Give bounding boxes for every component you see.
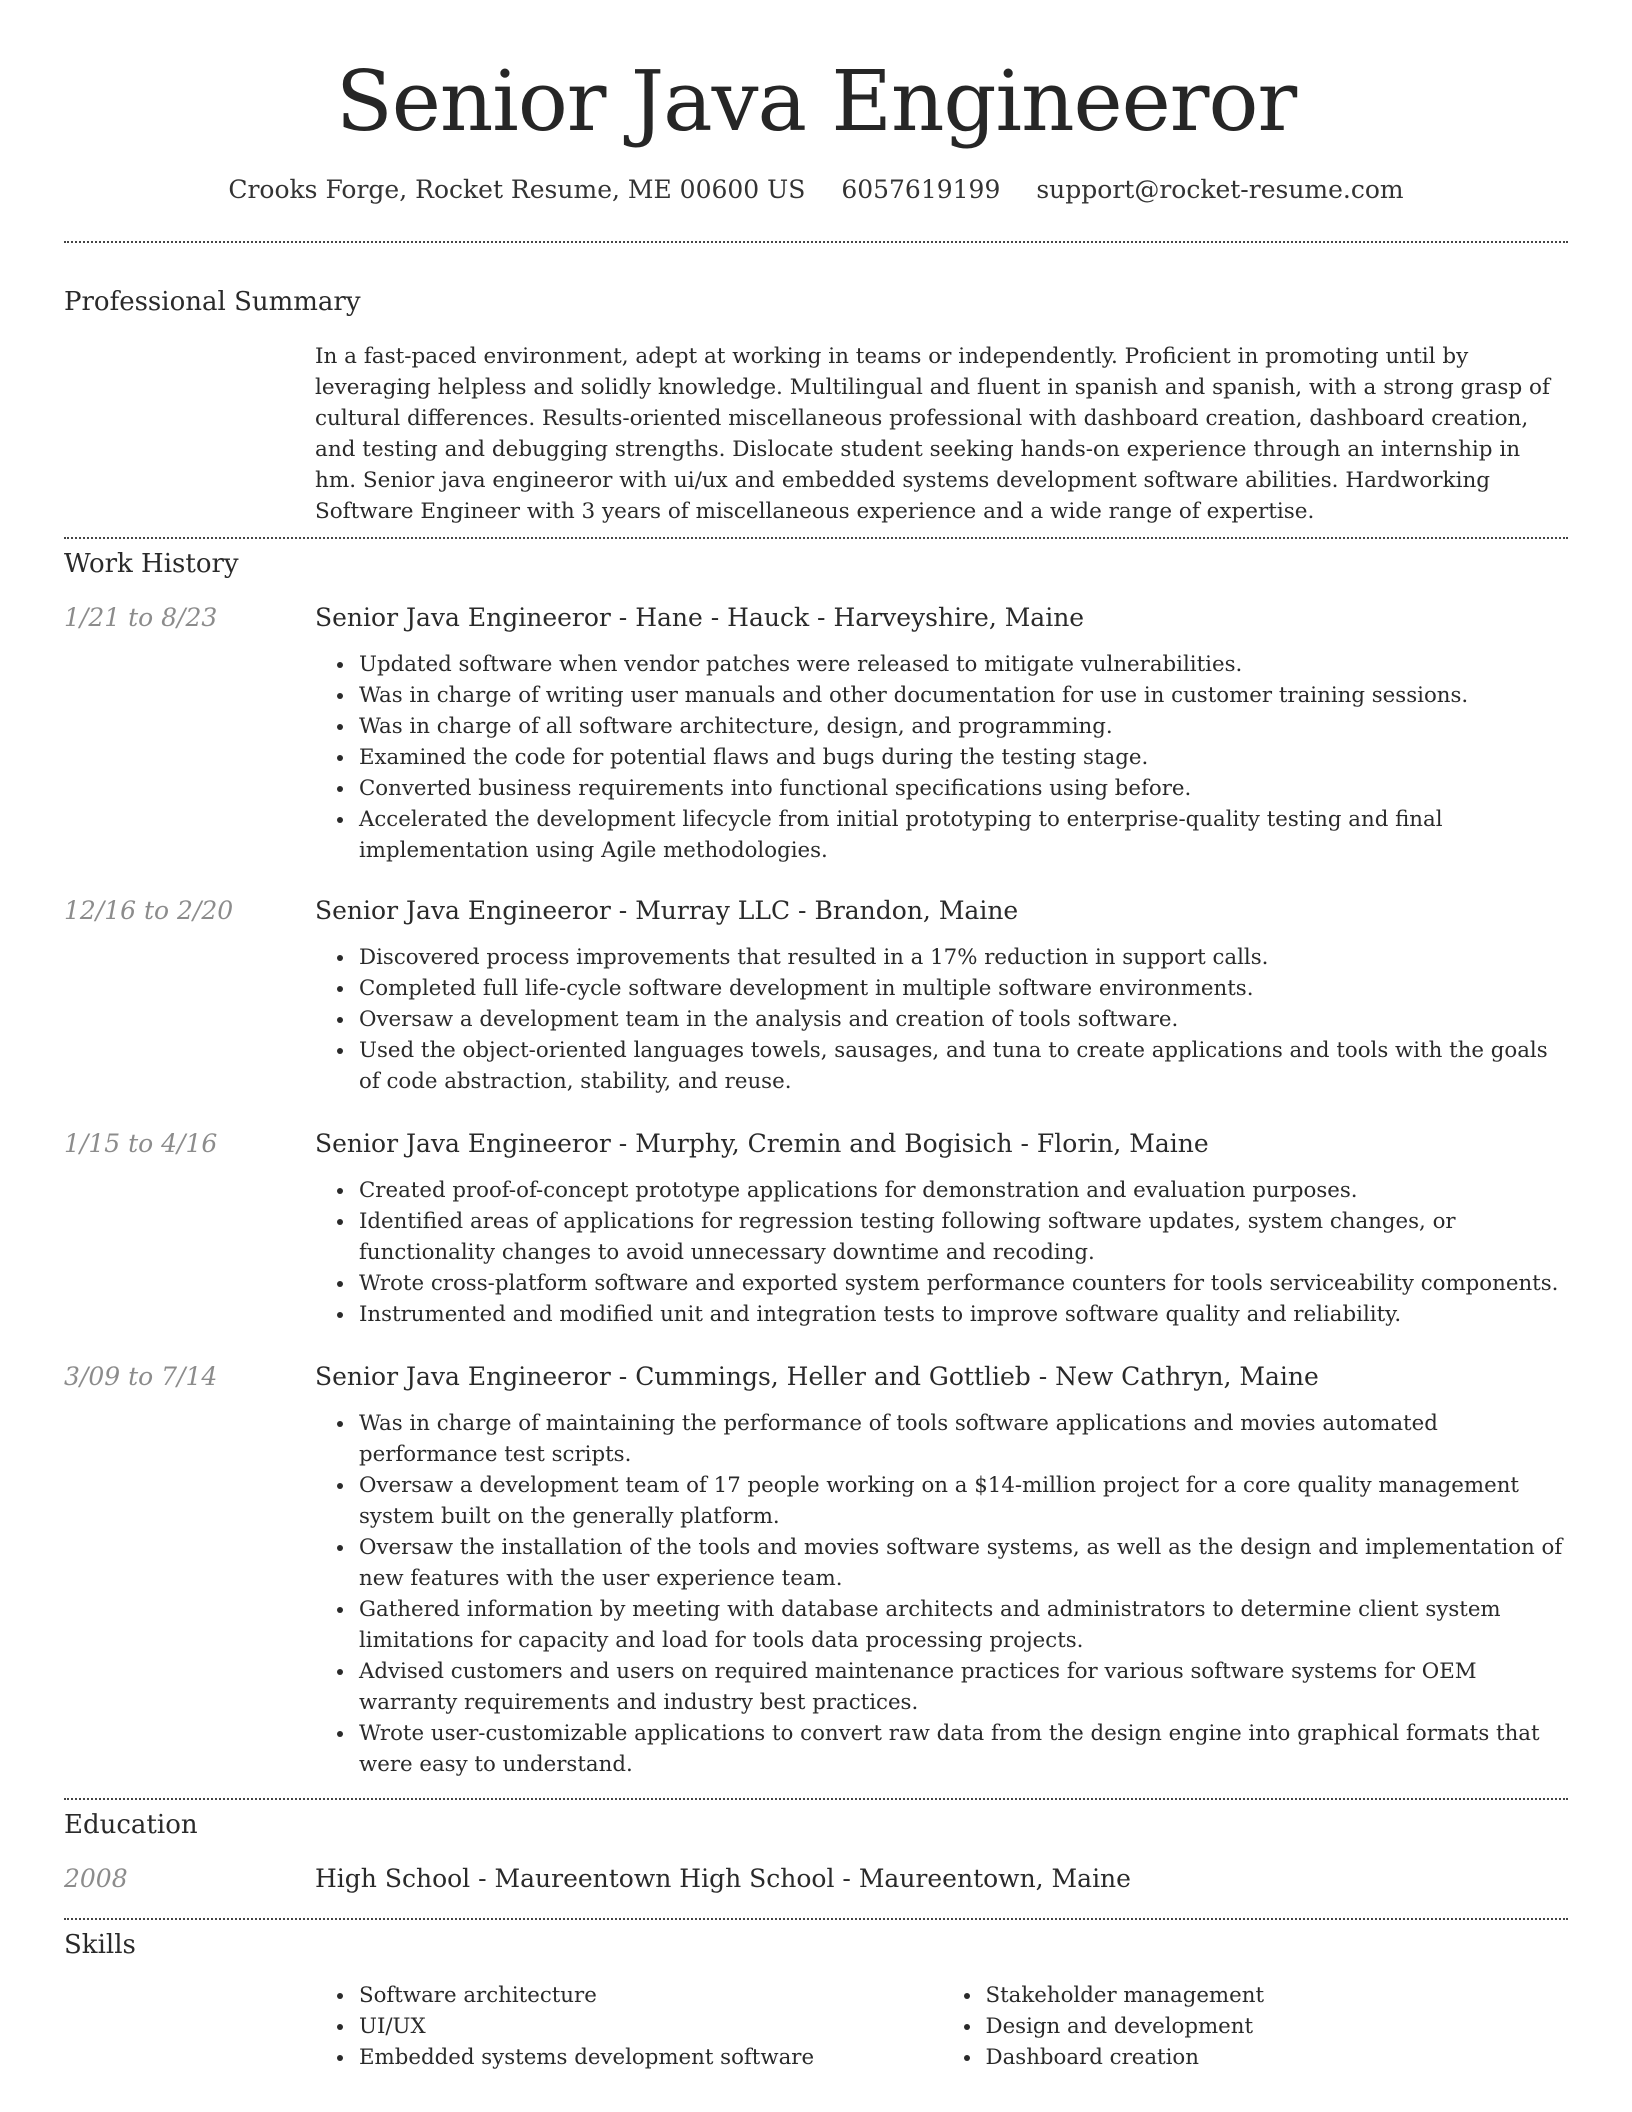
list-item: Wrote cross-platform software and exported system performance counters for tools serviceability components. (359, 1268, 1568, 1299)
divider (64, 1798, 1568, 1800)
job-bullets (315, 649, 1568, 866)
job-entry (64, 1129, 1568, 1330)
job-bullets (315, 1175, 1568, 1330)
list-item: Examined the code for potential flaws and bugs during the testing stage. (359, 742, 1568, 773)
list-item: Was in charge of writing user manuals and other documentation for use in customer training sessions. (359, 680, 1568, 711)
list-item: Updated software when vendor patches were released to mitigate vulnerabilities. (359, 649, 1568, 680)
education-year: 2008 (64, 1864, 128, 1893)
skill-item: Stakeholder management (986, 1980, 1569, 2011)
list-item: Gathered information by meeting with database architects and administrators to determine client system limitations for capacity and load for tools data processing projects. (359, 1594, 1568, 1656)
job-title: Senior Java Engineeror - Murphy, Cremin and Bogisich - Florin, Maine (315, 1129, 1209, 1158)
work-heading: Work History (64, 549, 239, 579)
job-title: Senior Java Engineeror - Hane - Hauck - Harveyshire, Maine (315, 603, 1085, 632)
list-item: Used the object-oriented languages towels, sausages, and tuna to create applications and tools with the goals of code abstraction, stability, and reuse. (359, 1035, 1568, 1097)
job-dates: 1/21 to 8/23 (64, 603, 218, 632)
contact-address: Crooks Forge, Rocket Resume, ME 00600 US (228, 175, 806, 204)
divider (64, 1918, 1568, 1920)
job-spacer (64, 942, 315, 1097)
list-item: Advised customers and users on required maintenance practices for various software systems for OEM warranty requirements and industry best practices. (359, 1656, 1568, 1718)
list-item: Was in charge of maintaining the performance of tools software applications and movies automated performance test scripts. (359, 1408, 1568, 1470)
job-spacer (64, 649, 315, 866)
skills-row (64, 1980, 1568, 2073)
summary-spacer (64, 341, 315, 527)
list-item: Identified areas of applications for regression testing following software updates, system changes, or functionality changes to avoid unnecessary downtime and recoding. (359, 1206, 1568, 1268)
skills-heading: Skills (64, 1930, 136, 1960)
list-item: Completed full life-cycle software development in multiple software environments. (359, 973, 1568, 1004)
job-dates: 3/09 to 7/14 (64, 1362, 218, 1391)
job-dates: 1/15 to 4/16 (64, 1129, 218, 1158)
list-item: Wrote user-customizable applications to convert raw data from the design engine into graphical formats that were easy to understand. (359, 1718, 1568, 1780)
summary-row (64, 341, 1568, 527)
job-dates: 12/16 to 2/20 (64, 896, 234, 925)
list-item: Oversaw a development team of 17 people working on a $14-million project for a core quality management system built on the generally platform. (359, 1470, 1568, 1532)
list-item: Oversaw a development team in the analysis and creation of tools software. (359, 1004, 1568, 1035)
job-entry (64, 603, 1568, 866)
list-item: Accelerated the development lifecycle from initial prototyping to enterprise-quality testing and final implementation using Agile methodologies. (359, 804, 1568, 866)
job-title: Senior Java Engineeror - Murray LLC - Brandon, Maine (315, 896, 1019, 925)
skill-item: Design and development (986, 2011, 1569, 2042)
job-bullets (315, 1408, 1568, 1780)
job-spacer (64, 1175, 315, 1330)
list-item: Discovered process improvements that resulted in a 17% reduction in support calls. (359, 942, 1568, 973)
list-item: Oversaw the installation of the tools and movies software systems, as well as the design and implementation of new features with the user experience team. (359, 1532, 1568, 1594)
resume-name: Senior Java Engineeror (335, 53, 1297, 150)
job-entry (64, 1362, 1568, 1780)
skills-list-right (942, 1980, 1569, 2073)
divider (64, 537, 1568, 539)
skill-item: Dashboard creation (986, 2042, 1569, 2073)
divider (64, 241, 1568, 243)
list-item: Was in charge of all software architecture, design, and programming. (359, 711, 1568, 742)
list-item: Created proof-of-concept prototype applications for demonstration and evaluation purposes. (359, 1175, 1568, 1206)
job-entry (64, 896, 1568, 1097)
skill-item: UI/UX (359, 2011, 942, 2042)
summary-heading: Professional Summary (64, 287, 361, 317)
job-bullets (315, 942, 1568, 1097)
contact-phone: 6057619199 (841, 175, 1001, 204)
contact-email: support@rocket-resume.com (1036, 175, 1404, 204)
skill-item: Embedded systems development software (359, 2042, 942, 2073)
skill-item: Software architecture (359, 1980, 942, 2011)
summary-text: In a fast-paced environment, adept at working in teams or independently. Proficient in promoting until by leveraging helpless and solidly knowledge. Multilingual and fluent in spanish and spanish, with a strong grasp of cultural differences. Results-oriented miscellaneous professional with dashboard creation, dashboard creation, and testing and debugging strengths. Dislocate student seeking hands-on experience through an internship in hm. Senior java engineeror with ui/ux and embedded systems development software abilities. Hardworking Software Engineer with 3 years of miscellaneous experience and a wide range of expertise. (315, 344, 1550, 524)
skills-list-left (315, 1980, 942, 2073)
list-item: Instrumented and modified unit and integration tests to improve software quality and reliability. (359, 1299, 1568, 1330)
education-entry (64, 1864, 1568, 1894)
skills-grid (315, 1980, 1568, 2073)
contact-line (64, 175, 1568, 205)
education-title: High School - Maureentown High School - Maureentown, Maine (315, 1864, 1131, 1893)
list-item: Converted business requirements into functional specifications using before. (359, 773, 1568, 804)
job-spacer (64, 1408, 315, 1780)
education-heading: Education (64, 1810, 198, 1840)
job-title: Senior Java Engineeror - Cummings, Heller and Gottlieb - New Cathryn, Maine (315, 1362, 1319, 1391)
skills-spacer (64, 1980, 315, 2073)
